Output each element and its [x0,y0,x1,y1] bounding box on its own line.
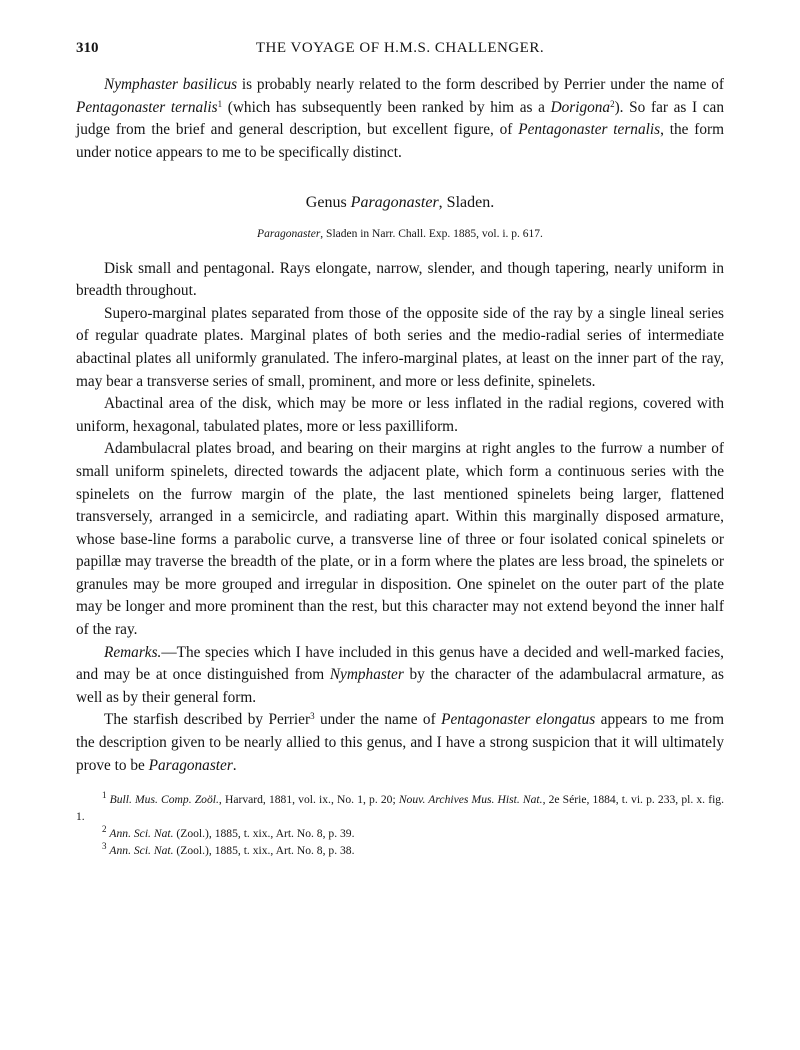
text-run: , Sladen. [438,194,495,212]
text-run: , Sladen in Narr. Chall. Exp. 1885, vol. i. p. 617. [320,227,543,240]
footnote-ref: 3 [310,711,315,722]
page-header [76,40,724,64]
genus-name: Paragonaster [257,227,321,240]
footnote-2 [76,825,724,842]
page-number: 310 [76,40,99,56]
paragraph-disk: Disk small and pentagonal. Rays elongate, narrow, slender, and though tapering, nearly uniform in breadth throughout. [76,259,724,300]
text-run: is probably nearly related to the form described by Perrier under the name of [237,76,724,93]
genus-citation [76,223,724,246]
remarks-label: Remarks. [104,643,162,661]
text-run: (Zool.), 1885, t. xix., Art. No. 8, p. 38. [173,844,355,858]
footnote-3 [76,842,724,859]
footnotes [76,791,724,859]
paragraph-supero-marginal: Supero-marginal plates separated from those of the opposite side of the ray by a single lineal series of regular quadrate plates. Marginal plates of both series and the medio-radial series of intermediate abactinal plates all uniformly granulated. The infero-marginal plates, at least on the inner part of the ray, may bear a transverse series of small, prominent, and more or less definite, spinelets. [76,304,724,390]
journal-title: Ann. Sci. Nat. [109,827,174,841]
footnote-mark: 1 [102,790,107,801]
text-run: by the character of the adambulacral armature, as well as by their general form. [76,666,724,706]
journal-title: Bull. Mus. Comp. Zoöl. [109,793,219,807]
paragraph-starfish [76,709,724,777]
text-run: appears to me from the description given to be nearly allied to this genus, and I have a strong suspicion that it will ultimately prove to be [76,711,724,774]
footnote-mark: 3 [102,841,107,852]
paragraph-nymphaster [76,74,724,164]
footnote-ref: 1 [217,98,223,109]
paragraph-abactinal: Abactinal area of the disk, which may be more or less inflated in the radial regions, covered with uniform, hexagonal, tabulated plates, more or less paxilliform. [76,395,724,435]
genus-name: Dorigona [550,98,611,116]
text-run: , the form under notice appears to me to be specifically distinct. [76,121,724,161]
footnote-mark: 2 [102,824,107,835]
text-run: (Zool.), 1885, t. xix., Art. No. 8, p. 39. [173,827,355,841]
text-run: The starfish described by Perrier [104,711,311,729]
species-name: Pentagonaster elongatus [441,711,596,729]
species-name: Pentagonaster ternalis [76,98,218,116]
genus-name: Paragonaster [148,756,233,774]
text-run: . [232,756,237,774]
footnote-1 [76,791,724,825]
text-run: Genus [305,194,351,212]
page-body [76,74,724,859]
journal-title: Nouv. Archives Mus. Hist. Nat. [398,793,543,807]
species-name: Nymphaster basilicus [104,76,238,93]
journal-title: Ann. Sci. Nat. [109,844,174,858]
paragraph-remarks [76,642,724,710]
genus-name: Nymphaster [329,666,404,684]
text-run: (which has subsequently been ranked by him as a [222,98,551,116]
running-title: THE VOYAGE OF H.M.S. CHALLENGER. [255,40,545,56]
footnote-ref: 2 [610,98,615,109]
text-run: , 2e Série, 1884, t. vi. p. 233, pl. x. fig. 1. [76,793,724,824]
text-run: ). So far as I can judge from the brief and general description, but excellent figure, of [76,98,724,139]
genus-name: Paragonaster [350,194,439,212]
genus-heading [76,192,724,215]
species-name: Pentagonaster ternalis [518,121,661,139]
text-run: , Harvard, 1881, vol. ix., No. 1, p. 20; [218,793,399,807]
text-run: under the name of [314,711,442,729]
text-run: —The species which I have included in this genus have a decided and well-marked facies, and may be at once distinguished from [76,643,724,684]
paragraph-adambulacral: Adambulacral plates broad, and bearing on their margins at right angles to the furrow a number of small uniform spinelets, directed towards the adjacent plate, which form a continuous series with the spinelets on the furrow margin of the plate, the last mentioned spinelets being larger, flattened transversely, arranged in a semicircle, and radiating apart. Within this marginally disposed armature, whose base-line forms a parabolic curve, a transverse line of three or four isolated conical spinelets or papillæ may traverse the breadth of the plate, or in a form where the plates are less broad, the spinelets or granules may be more grouped and irregular in disposition. One spinelet on the outer part of the plate may be longer and more prominent than the rest, but this character may not extend beyond the inner half of the ray. [76,440,724,639]
